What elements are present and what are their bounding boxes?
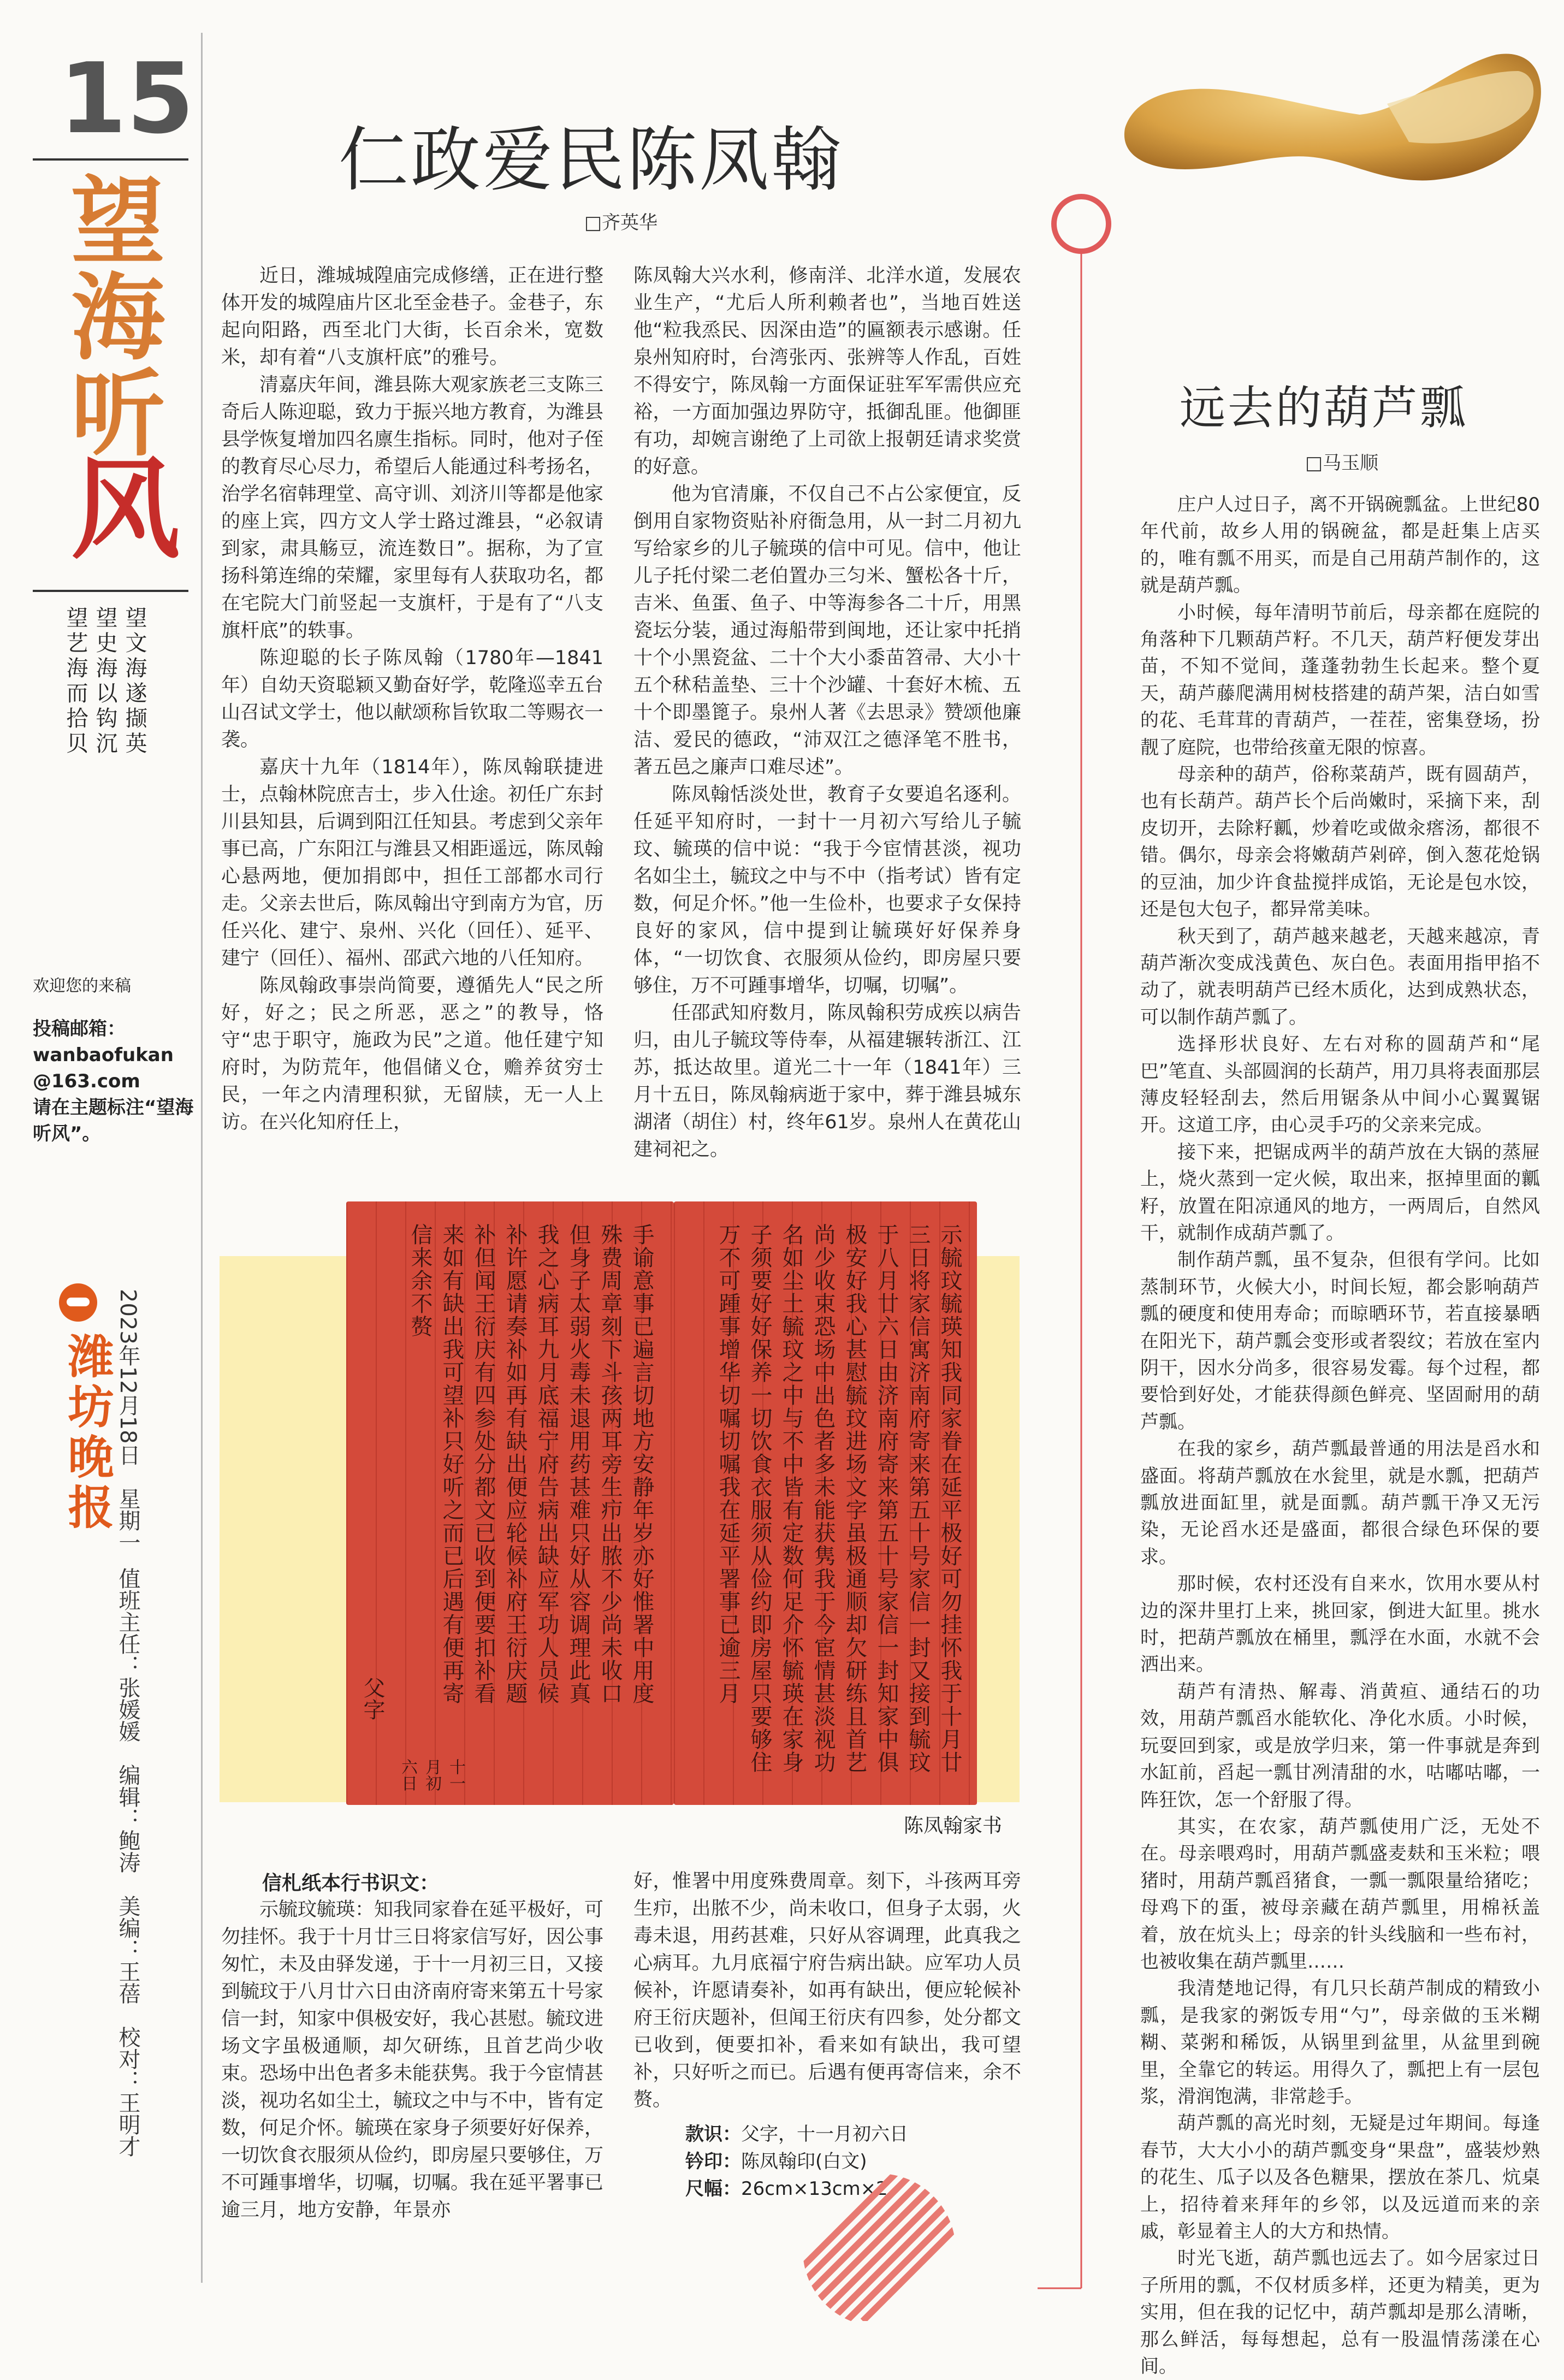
paragraph: 他为官清廉，不仅自己不占公家便宜，反倒用自家物资贴补府衙急用，从一封二月初九写给家乡的儿子毓瑛的信中可见。信中，他让儿子托付梁二老伯置办三匀米、蟹松各十斤，吉米、鱼蛋、鱼子、中等海参各二十斤，用黑瓷坛分装，通过海船带到闽地，还让家中托捎十个小黑瓷盆、二十个大小黍苗笤帚、大小十五个秫秸盖垫、三十个沙罐、十套好木梳、五十个即墨篦子。泉州人著《去思录》赞颂他廉洁、爱民的德政，“沛双江之德泽笔不胜书，著五邑之廉声口难尽述”。 [633, 483, 1021, 778]
section-title-main: 望海听 [71, 166, 165, 469]
image-caption: 陈凤翰家书 [904, 1815, 1003, 1837]
newspaper-logo-text: 潍坊晚报 [61, 1333, 115, 1534]
paragraph: 陈凤翰大兴水利，修南洋、北洋水道，发展农业生产，“尤后人所利赖者也”，当地百姓送他“粒我烝民、因深由造”的匾额表示感谢。任泉州知府时，台湾张丙、张辨等人作乱，百姓不得安宁，陈凤翰一方面保证驻军军需供应充裕，一方面加强边界防守，抵御乱匪。他御匪有功，却婉言谢绝了上司欲上报朝廷请求奖赏的好意。 [633, 265, 1021, 478]
meta-label: 钤印： [685, 2151, 741, 2172]
meta-line-inscription [685, 2119, 908, 2146]
second-article-author: □马玉顺 [1305, 452, 1379, 474]
meta-value: 父字，十一月初六日 [741, 2123, 908, 2145]
second-article-body [1140, 492, 1540, 2380]
welcome-text: 欢迎您的来稿 [33, 976, 131, 996]
sub-column-3: 望艺海而拾贝 [63, 606, 88, 757]
meta-value: 陈凤翰印(白文) [741, 2151, 867, 2172]
paragraph: 陈凤翰政事崇尚简要，遵循先人“民之所好，好之；民之所恶，恶之”的教导，恪守“忠于职守，施政为民”之道。他任建宁知府时，为防荒年，他倡储义仓，赡养贫穷士民，一年之内清理积狱，无留牍，无一人上访。在兴化知府任上， [221, 975, 603, 1133]
paragraph: 葫芦瓢的高光时刻，无疑是过年期间。每逢春节，大大小小的葫芦瓢变身“果盘”，盛装炒熟的花生、瓜子以及各色糖果，摆放在茶几、炕桌上，招待着来拜年的乡邻，以及远道而来的亲戚，彰显着主人的大方和热情。 [1140, 2112, 1540, 2242]
paragraph: 任邵武知府数月，陈凤翰积劳成疾以病告归，由儿子毓玟等侍奉，从福建辗转浙江、江苏，抵达故里。道光二十一年（1841年）三月十五日，陈凤翰病逝于家中，葬于潍县城东湖渚（胡住）村，终年61岁。泉州人在黄花山建祠祀之。 [633, 1002, 1021, 1161]
decorative-striped-circle [797, 2157, 961, 2321]
paragraph: 时光飞逝，葫芦瓢也远去了。如今居家过日子所用的瓢，不仅材质多样，还更为精美，更为实用，但在我的记忆中，葫芦瓢却是那么清晰，那么鲜活，每每想起，总有一股温情荡漾在心间。 [1140, 2247, 1540, 2378]
email-label: 投稿邮箱： [33, 1018, 126, 1040]
section-title-feng: 风 [71, 446, 181, 574]
masthead-rule-top [33, 158, 188, 161]
paragraph: 在我的家乡，葫芦瓢最普通的用法是舀水和盛面。将葫芦瓢放在水瓮里，就是水瓢，把葫芦瓢放进面缸里，就是面瓢。葫芦瓢干净又无污染，无论舀水还是盛面，都很合绿色环保的要求。 [1140, 1438, 1540, 1568]
page-number: 15 [59, 42, 194, 155]
meta-value: 26cm×13cm×2 [741, 2178, 888, 2200]
paragraph: 我清楚地记得，有几只长葫芦制成的精致小瓢，是我家的粥饭专用“勺”，母亲做的玉米糊糊、菜粥和稀饭，从锅里到盆里，从盆里到碗里，全靠它的转运。用得久了，瓢把上有一层包浆，滑润饱满，非常趁手。 [1140, 1978, 1540, 2107]
gourd-ladle-image [1103, 33, 1551, 229]
paragraph: 示毓玟毓瑛：知我同家眷在延平极好，可勿挂怀。我于十月廿三日将家信写好，因公事匆忙，未及由驿发递，于十一月初三日，又接到毓玟于八月廿六日由济南府寄来第五十号家信一封，知家中俱极安好，我心甚慰。毓玟进场文字虽极通顺，却欠研练，且首艺尚少收束。恐场中出色者多未能获隽。我于今宦情甚淡，视功名如尘土，毓玟之中与不中，皆有定数，何足介怀。毓瑛在家身子须要好好保养，一切饮食衣服须从俭约，即房屋只要够住，万不可踵事增华，切嘱，切嘱。我在延平署事已逾三月，地方安静，年景亦 [221, 1899, 604, 2221]
transcription-heading: 信札纸本行书识文： [262, 1872, 440, 1894]
transcription-column-2 [633, 1868, 1021, 2113]
paragraph: 陈迎聪的长子陈凤翰（1780年—1841年）自幼天资聪颖又勤奋好学，乾隆巡幸五台山召试文学士，他以献颂称旨钦取二等赐衣一袭。 [221, 647, 604, 751]
paragraph: 小时候，每年清明节前后，母亲都在庭院的角落种下几颗葫芦籽。不几天，葫芦籽便发芽出苗，不知不觉间，蓬蓬勃勃生长起来。整个夏天，葫芦藤爬满用树枝搭建的葫芦架，洁白如雪的花、毛茸茸的青葫芦，一茬茬，密集登场，扮靓了庭院，也带给孩童无限的惊喜。 [1140, 601, 1540, 759]
meta-label: 尺幅： [685, 2178, 741, 2200]
paragraph: 近日，潍城城隍庙完成修缮，正在进行整体开发的城隍庙片区北至金巷子。金巷子，东起向阳路，西至北门大街，长百余米，宽数米，却有着“八支旗杆底”的雅号。 [221, 265, 604, 369]
transcription-column-1 [221, 1896, 603, 2224]
meta-label: 款识： [685, 2123, 741, 2145]
decorative-line [1027, 180, 1114, 2310]
newspaper-logo-icon [59, 1283, 97, 1322]
paragraph: 庄户人过日子，离不开锅碗瓢盆。上世纪80年代前，故乡人用的锅碗盆，都是赶集上店买的，唯有瓢不用买，而是自己用葫芦制作的，这就是葫芦瓢。 [1140, 494, 1540, 597]
main-article-column-1 [221, 262, 603, 1136]
sub-column-1: 望文海遂撷英 [122, 606, 147, 757]
letter-handwriting-left: 手谕意事已遍言切地方安静年岁亦好惟署中用度殊费周章刻下斗孩两耳旁生疖出脓不少尚未收口但身子太弱火毒未退用药甚难只好从容调理此真我之心病耳九月底福宁府告病出缺应军功人员候补许愿请奏补如再有缺出便应轮候补府王衍庆题补但闻王衍庆有四参处分都文已收到便要扣补看来如有缺出我可望补只好听之而已后遇有便再寄信来余不赘 [407, 1223, 654, 1705]
email-user: wanbaofukan [33, 1044, 174, 1066]
main-article-author: □齐英华 [584, 212, 658, 234]
column-separator [201, 33, 203, 2283]
letter-sheet-left [346, 1201, 674, 1805]
issue-staff: 值班主任：张媛媛 编辑：鲍涛 美编：王蓓 校对：王明才 [115, 1567, 140, 2157]
masthead-rule-bottom [33, 590, 188, 592]
paragraph: 那时候，农村还没有自来水，饮用水要从村边的深井里打上来，挑回家，倒进大缸里。挑水时，把葫芦瓢放在桶里，瓢浮在水面，水就不会洒出来。 [1140, 1573, 1540, 1676]
paragraph: 葫芦有清热、解毒、消黄疸、通结石的功效，用葫芦瓢舀水能软化、净化水质。小时候，玩耍回到家，或是放学归来，第一件事就是奔到水缸前，舀起一瓢甘冽清甜的水，咕嘟咕嘟，一阵狂饮，怎一个舒服了得。 [1140, 1680, 1540, 1811]
paragraph: 制作葫芦瓢，虽不复杂，但很有学问。比如蒸制环节，火候大小，时间长短，都会影响葫芦瓢的硬度和使用寿命；而晾晒环节，若直接暴晒在阳光下，葫芦瓢会变形或者裂纹；若放在室内阴干，因水分尚多，很容易发霉。每个过程，都要恰到好处，才能获得颜色鲜亮、坚固耐用的葫芦瓢。 [1140, 1249, 1540, 1433]
paragraph: 其实，在农家，葫芦瓢使用广泛，无处不在。母亲喂鸡时，用葫芦瓢盛麦麸和玉米粒；喂猪时，用葫芦瓢舀猪食，一瓢一瓢限量给猪吃；母鸡下的蛋，被母亲藏在葫芦瓢里，用棉袄盖着，放在炕头上；母亲的针头线脑和一些布衬，也被收集在葫芦瓢里…… [1140, 1815, 1540, 1973]
email-domain: @163.com [33, 1070, 140, 1092]
paragraph: 好，惟署中用度殊费周章。刻下，斗孩两耳旁生疖，出脓不少，尚未收口，但身子太弱，火毒未退，用药甚难，只好从容调理，此真我之心病耳。九月底福宁府告病出缺。应军功人员候补，许愿请奏补，如再有缺出，便应轮候补府王衍庆题补，但闻王衍庆有四参，处分都文已收到，便要扣补，看来如有缺出，我可望补，只好听之而已。后遇有便再寄信来，余不赘。 [633, 1870, 1021, 2111]
contact-block [33, 1016, 197, 1147]
letter-signature: 父字 [360, 1677, 385, 1720]
paragraph: 清嘉庆年间，潍县陈大观家族老三支陈三奇后人陈迎聪，致力于振兴地方教育，为潍县县学恢复增加四名廪生指标。同时，他对子侄的教育尽心尽力，希望后人能通过科考扬名，治学名宿韩理堂、高守训、刘济川等都是他家的座上宾，四方文人学士路过潍县，“必叙请到家，肃具觞豆，流连数日”。据称，为了宣扬科第连绵的荣耀，家里每有人获取功名，都在宅院大门前竖起一支旗杆，于是有了“八支旗杆底”的轶事。 [221, 374, 604, 642]
sub-column-2: 望史海以钩沉 [92, 606, 117, 757]
letter-handwriting-right: 示毓玟毓瑛知我同家眷在延平极好可勿挂怀我于十月廿三日将家信寓济南府寄来第五十号家信一封又接到毓玟于八月廿六日由济南府寄来第五十号家信一封知家中俱极安好我心甚慰毓玟进场文字虽极通顺却欠研练且首艺尚少收束恐场中出色者多未能获隽我于今宦情甚淡视功名如尘土毓玟之中与不中皆有定数何足介怀毓瑛在家身子须要好好保养一切饮食衣服须从俭约即房屋只要够住万不可踵事增华切嘱切嘱我在延平署事已逾三月 [715, 1223, 962, 1774]
paragraph: 秋天到了，葫芦越来越老，天越来越凉，青葫芦渐次变成浅黄色、灰白色。表面用指甲掐不动了，就表明葫芦已经木质化，达到成熟状态，可以制作葫芦瓢了。 [1140, 925, 1540, 1028]
paragraph: 母亲种的葫芦，俗称菜葫芦，既有圆葫芦，也有长葫芦。葫芦长个后尚嫩时，采摘下来，刮皮切开，去除籽瓤，炒着吃或做汆瘩汤，都很不错。偶尔，母亲会将嫩葫芦剁碎，倒入葱花炝锅的豆油，加少许食盐搅拌成馅，无论是包水饺，还是包大包子，都异常美味。 [1140, 763, 1540, 921]
letter-sheet-right [674, 1201, 977, 1805]
paragraph: 选择形状良好、左右对称的圆葫芦和“尾巴”笔直、头部圆润的长葫芦，用刀具将表面那层薄皮轻轻刮去，然后用锯条从中间小心翼翼锯开。这道工序，由心灵手巧的父亲来完成。 [1140, 1033, 1540, 1136]
paragraph: 嘉庆十九年（1814年），陈凤翰联捷进士，点翰林院庶吉士，步入仕途。初任广东封川县知县，后调到阳江任知县。考虑到父亲年事已高，广东阳江与潍县又相距遥远，陈凤翰心悬两地，便加捐郎中，担任工部都水司行走。父亲去世后，陈凤翰出守到南方为官，历任兴化、建宁、泉州、兴化（回任）、延平、建宁（回任）、福州、邵武六地的八任知府。 [221, 756, 604, 969]
section-title [71, 166, 181, 574]
issue-date: 2023年12月18日 星期一 [115, 1289, 140, 1553]
letter-date-mark: 十一月初六日 [398, 1759, 465, 1791]
paragraph: 陈凤翰恬淡处世，教育子女要追名逐利。任延平知府时，一封十一月初六写给儿子毓玟、毓瑛的信中说：“我于今宦情甚淡，视功名如尘土，毓玟之中与不中（指考试）皆有定数，何足介怀。”他一生俭朴，也要求子女保持良好的家风，信中提到让毓瑛好好保养身体，“一切饮食、衣服须从俭约，即房屋只要够住，万不可踵事增华，切嘱，切嘱”。 [633, 784, 1021, 997]
email-note: 请在主题标注“望海听风”。 [33, 1097, 194, 1145]
main-article-title: 仁政爱民陈凤翰 [339, 120, 844, 201]
second-article-title: 远去的葫芦瓢 [1180, 381, 1468, 435]
main-article-column-2 [633, 262, 1021, 1163]
paragraph: 接下来，把锯成两半的葫芦放在大锅的蒸屉上，烧火蒸到一定火候，取出来，抠掉里面的瓤籽，放置在阳凉通风的地方，一两周后，自然风干，就制作成葫芦瓢了。 [1140, 1141, 1540, 1244]
